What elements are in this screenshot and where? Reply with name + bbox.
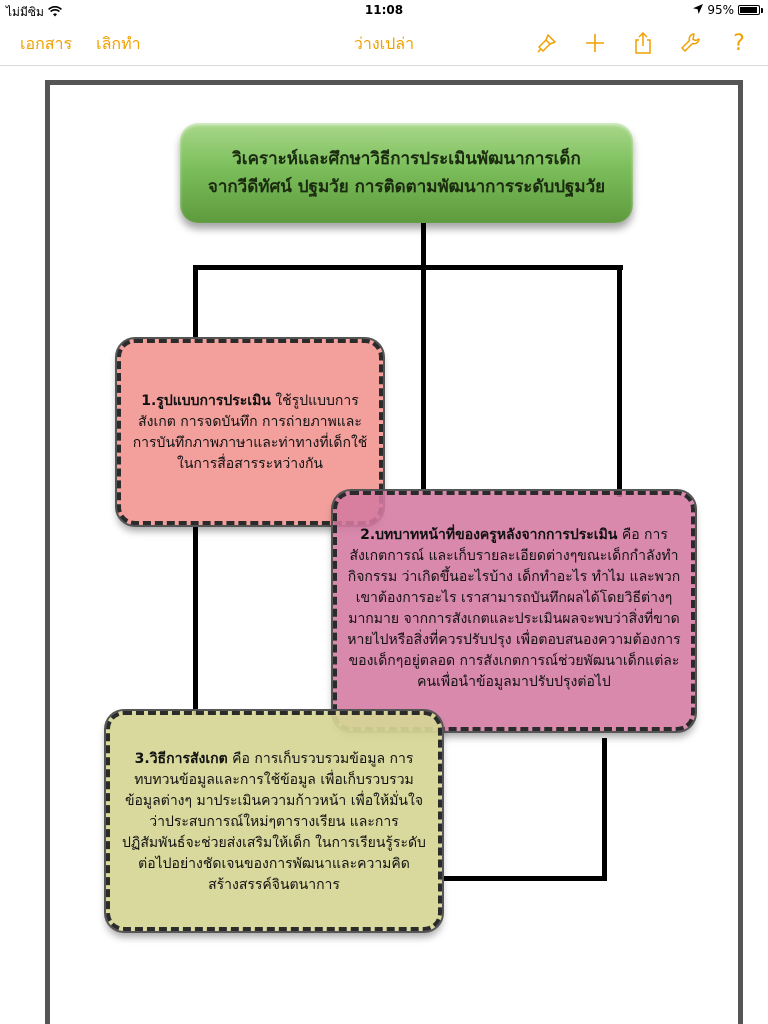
toolbar	[0, 20, 768, 66]
wrench-icon[interactable]	[678, 30, 704, 56]
box2-heading: 2.บทบาทหน้าที่ของครูหลังจากการประเมิน	[360, 527, 618, 543]
connector-right-drop	[617, 265, 622, 497]
box1-text: ใช้รูปแบบการสังเกต การจดบันทึก การถ่ายภาพและการบันทึกภาพภาษาและท่าทางที่เด็กใช้ในการสื่อสารระหว่างกัน	[132, 393, 368, 472]
diagram-title-line1: วิเคราะห์และศึกษาวิธีการประเมินพัฒนาการเด็ก	[232, 149, 581, 169]
documents-button[interactable]: เอกสาร	[20, 34, 73, 53]
box1-heading: 1.รูปแบบการประเมิน	[141, 393, 271, 409]
battery-icon	[738, 5, 760, 15]
battery-percent: 95%	[707, 3, 734, 17]
document-title[interactable]: ว่างเปล่า	[353, 34, 415, 53]
toolbar-right	[534, 30, 752, 56]
status-right	[693, 3, 760, 17]
connector-horizontal	[193, 265, 623, 270]
box3-heading: 3.วิธีการสังเกต	[134, 751, 228, 767]
share-icon[interactable]	[630, 30, 656, 56]
diagram-title-line2: จากวีดีทัศน์ ปฐมวัย การติดตามพัฒนาการระดับปฐมวัย	[207, 177, 606, 197]
help-glyph: ?	[733, 30, 745, 56]
connector-box3-right	[440, 876, 607, 881]
help-icon[interactable]	[726, 30, 752, 56]
box2-text: คือ การสังเกตการณ์ และเก็บรายละเอียดต่างๆขณะเด็กกำลังทำกิจกรรม ว่าเกิดขึ้นอะไรบ้าง เด็กทำอะไร ทำไม และพวกเขาต้องการอะไร เราสามารถบันทึกผลได้โดยวิธีต่างๆมากมาย จากการสังเกตและประเมินผลจะพบว่าสิ่งที่ขาดหายไปหรือสิ่งที่ควรปรับปรุง เพื่อตอบสนองความต้องการของเด็กๆอยู่ตลอด การสังเกตการณ์ช่วยพัฒนาเด็กแต่ละคนเพื่อนำข้อมูลมาปรับปรุงต่อไป	[347, 527, 681, 690]
toolbar-left	[20, 32, 141, 57]
battery-level	[740, 7, 757, 13]
connector-left-drop	[193, 265, 198, 342]
connector-box1-box3	[193, 522, 198, 715]
paintbrush-icon[interactable]	[534, 30, 560, 56]
location-arrow-icon	[693, 3, 703, 17]
status-bar	[0, 0, 768, 20]
diagram-title-box[interactable]	[180, 123, 633, 223]
undo-button[interactable]: เลิกทำ	[96, 34, 141, 53]
connector-title-stem	[421, 223, 426, 491]
observation-method-box[interactable]	[106, 711, 442, 931]
teacher-role-box[interactable]	[333, 491, 695, 731]
connector-box2-down	[602, 738, 607, 881]
carrier-label: ไม่มีซิม	[6, 5, 44, 19]
plus-icon[interactable]	[582, 30, 608, 56]
clock: 11:08	[364, 3, 404, 17]
box3-text: คือ การเก็บรวบรวมข้อมูล การทบทวนข้อมูลและการใช้ข้อมูล เพื่อเก็บรวบรวมข้อมูลต่างๆ มาประเมินความก้าวหน้า เพื่อให้มั่นใจว่าประสบการณ์ใหม่ๆตารางเรียน และการปฏิสัมพันธ์จะช่วยส่งเสริมให้เด็ก ในการเรียนรู้ระดับต่อไปอย่างชัดเจนของการพัฒนาและความคิดสร้างสรรค์จินตนาการ	[122, 751, 426, 893]
